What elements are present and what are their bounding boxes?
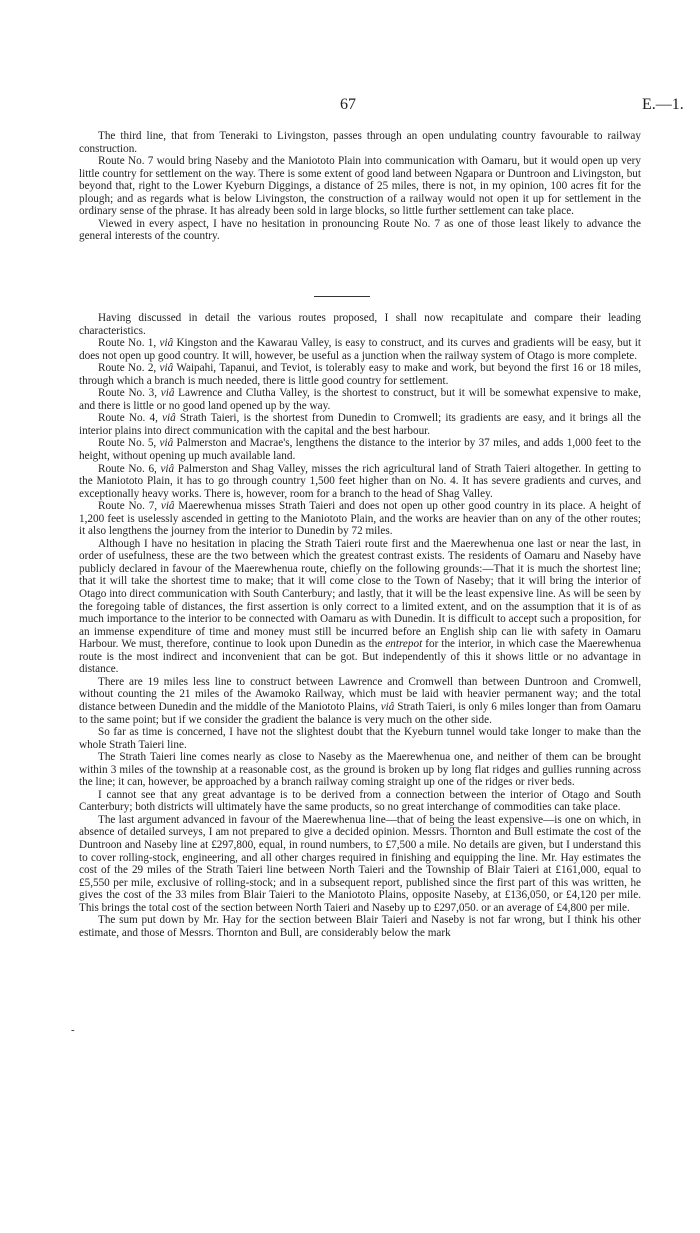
paragraph: There are 19 miles less line to construct between Lawrence and Cromwell than between Duntroon and Cromwell, without counting the 21 miles of the Awamoko Railway, which must be laid with heavier permanent way; and the total distance between Dunedin and the middle of the Maniototo Plains, viâ Strath Taieri, is only 6 miles longer than from Oamaru to the same point; but if we consider the gradient the balance is very much on the other side. [79, 675, 641, 726]
paragraph: Route No. 5, viâ Palmerston and Macrae's, lengthens the distance to the interior by 37 miles, and adds 1,000 feet to the height, without opening up much available land. [79, 437, 641, 463]
paragraph: The third line, that from Teneraki to Livingston, passes through an open undulating country favourable to railway construction. [79, 130, 641, 155]
text-block-recapitulation [79, 312, 641, 939]
paragraph: Route No. 7, viâ Maerewhenua misses Strath Taieri and does not open up other good country in its place. A height of 1,200 feet is uselessly ascended in getting to the Maniototo Plain, and the works are heavier than on any of the other routes; it also lengthens the journey from the interior to Dunedin by 72 miles. [79, 500, 641, 538]
paragraph: I cannot see that any great advantage is to be derived from a connection between the interior of Otago and South Canterbury; both districts will ultimately have the same products, so no great interchange of commodities can take place. [79, 788, 641, 814]
paragraph: Route No. 7 would bring Naseby and the Maniototo Plain into communication with Oamaru, but it would open up very little country for settlement on the way. There is some extent of good land between Ngapara or Duntroon and Livingston, but beyond that, right to the Lower Kyeburn Diggings, a distance of 25 miles, there is not, in my opinion, 100 acres fit for the plough; and as regards what is below Livingston, the construction of a railway would not open it up for settlement in the ordinary sense of the phrase. It has already been sold in large blocks, so little further settlement can take place. [79, 155, 641, 218]
report-reference: E.—1. [642, 96, 684, 113]
paragraph: The last argument advanced in favour of the Maerewhenua line—that of being the least expensive—is one on which, in absence of detailed surveys, I am not prepared to give a decided opinion. Messrs. Thornton and Bull estimate the cost of the Duntroon and Naseby line at £297,800, equal, in round numbers, to £7,500 a mile. No details are given, but I understand this to cover rolling-stock, engineering, and all other charges required in finishing and equipping the line. Mr. Hay estimates the cost of the 29 miles of the Strath Taieri line between North Taieri and the Township of Blair Taieri at £161,000, equal to £5,550 per mile, exclusive of rolling-stock; and in a subsequent report, published since the first part of this was written, he gives the cost of the 33 miles from Blair Taieri to the Maniototo Plains, opposite Naseby, at £136,050, or £4,120 per mile. This brings the total cost of the section between North Taieri and Naseby up to £297,050. or an average of £4,800 per mile. [79, 813, 641, 914]
paragraph: The sum put down by Mr. Hay for the section between Blair Taieri and Naseby is not far wrong, but I think his other estimate, and those of Messrs. Thornton and Bull, are considerably below the mark [79, 914, 641, 939]
paragraph: Route No. 2, viâ Waipahi, Tapanui, and Teviot, is tolerably easy to make and work, but beyond the first 16 or 18 miles, through which a branch is much needed, there is little good country for settlement. [79, 362, 641, 387]
paragraph: Route No. 4, viâ Strath Taieri, is the shortest from Dunedin to Cromwell; its gradients are easy, and it brings all the interior plains into direct communication with the capital and the best harbour. [79, 412, 641, 437]
margin-mark: - [71, 1024, 75, 1036]
paragraph: So far as time is concerned, I have not the slightest doubt that the Kyeburn tunnel would take longer to make than the whole Strath Taieri line. [79, 726, 641, 751]
section-divider [314, 296, 370, 297]
paragraph: Viewed in every aspect, I have no hesitation in pronouncing Route No. 7 as one of those least likely to advance the general interests of the country. [79, 217, 641, 243]
paragraph: Although I have no hesitation in placing the Strath Taieri route first and the Maerewhenua one last or near the last, in order of usefulness, these are the two between which the greatest contrast exists. The residents of Oamaru and Naseby have publicly declared in favour of the Maerewhenua route, chiefly on the following grounds:—That it is much the shortest line; that it will take the shortest time to make; that it will come close to the Town of Naseby; that it will bring the interior of Otago into direct communication with South Canterbury; and lastly, that it will be the least expensive line. As will be seen by the foregoing table of distances, the first assertion is only correct to a limited extent, and on the assumption that it is of as much importance to the interior to be connected with Oamaru as with Dunedin. It is difficult to accept such a proposition, for an immense expenditure of time and money must still be incurred before an English ship can lie with safety in Oamaru Harbour. We must, therefore, continue to look upon Dunedin as the entrepot for the interior, in which case the Maerewhenua route is the most indirect and inconvenient that can be got. But independently of this it shows little or no advantage in distance. [79, 537, 642, 676]
page-number: 67 [340, 96, 356, 113]
paragraph: Route No. 3, viâ Lawrence and Clutha Valley, is the shortest to construct, but it will be somewhat expensive to make, and there is little or no good land opened up by the way. [79, 387, 641, 412]
text-block-top [79, 130, 641, 243]
paragraph: Route No. 1, viâ Kingston and the Kawarau Valley, is easy to construct, and its curves and gradients will be easy, but it does not open up good country. It will, however, be useful as a junction when the railway system of Otago is more complete. [79, 337, 641, 362]
paragraph: Having discussed in detail the various routes proposed, I shall now recapitulate and compare their leading characteristics. [79, 312, 641, 337]
paragraph: The Strath Taieri line comes nearly as close to Naseby as the Maerewhenua one, and neither of them can be brought within 3 miles of the township at a reasonable cost, as the ground is broken up by long flat ridges and gullies running across the line; it can, however, be approached by a branch railway coming straight up one of the ridges or river beds. [79, 751, 641, 789]
paragraph: Route No. 6, viâ Palmerston and Shag Valley, misses the rich agricultural land of Strath Taieri altogether. In getting to the Maniototo Plain, it has to go through country 1,500 feet higher than on No. 4. It has severe gradients and curves, and exceptionally heavy works. There is, however, room for a branch to the head of Shag Valley. [79, 462, 641, 500]
